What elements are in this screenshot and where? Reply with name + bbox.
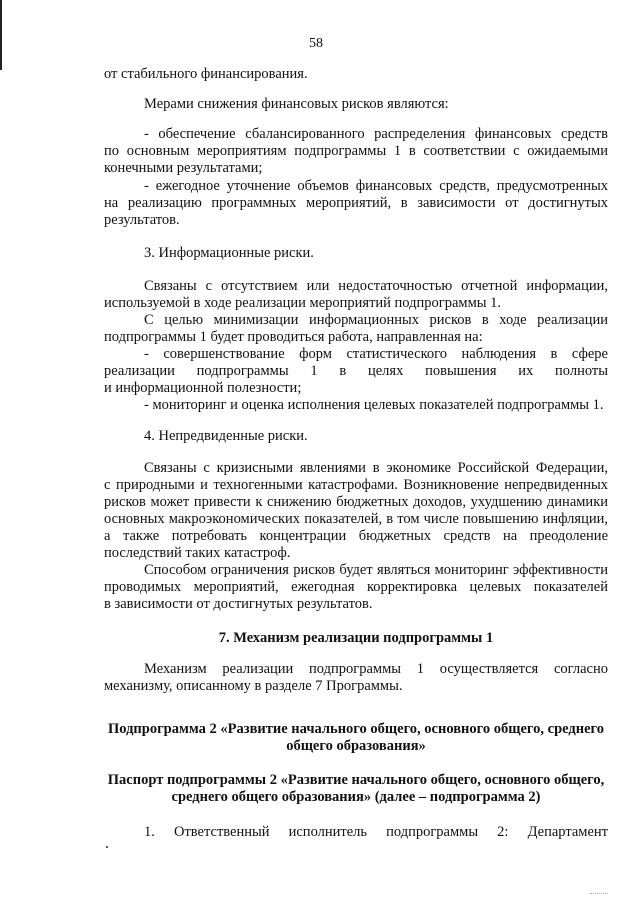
scan-mark bbox=[590, 893, 608, 895]
line-p5-2: используемой в ходе реализации мероприятий подпрограммы 1. bbox=[104, 295, 502, 311]
subprogram-2-title-1: Подпрограмма 2 «Развитие начального общего, основного общего, среднего bbox=[107, 721, 605, 737]
line-p7-2: реализации подпрограммы 1 в целях повышения их полноты bbox=[104, 363, 608, 379]
scan-edge bbox=[0, 0, 2, 70]
line-p9-6: последствий таких катастроф. bbox=[104, 545, 291, 561]
heading-7: 7. Механизм реализации подпрограммы 1 bbox=[218, 630, 494, 646]
line-p8: - мониторинг и оценка исполнения целевых показателей подпрограммы 1. bbox=[144, 397, 604, 413]
line-p4-1: - ежегодное уточнение объемов финансовых средств, предусмотренных bbox=[144, 178, 608, 194]
line-p5-1: Связаны с отсутствием или недостаточностью отчетной информации, bbox=[144, 278, 608, 294]
scan-speck bbox=[106, 846, 108, 848]
line-p3-3: конечными результатами; bbox=[104, 160, 263, 176]
line-p10-3: в зависимости от достигнутых результатов. bbox=[104, 596, 373, 612]
line-p11-2: механизму, описанному в разделе 7 Программы. bbox=[104, 678, 403, 694]
passport-title-2: среднего общего образования» (далее – подпрограмма 2) bbox=[171, 789, 541, 805]
line-p3-1: - обеспечение сбалансированного распределения финансовых средств bbox=[144, 126, 608, 142]
line-p6-2: подпрограммы 1 будет проводиться работа, направленная на: bbox=[104, 329, 483, 345]
line-p4-3: результатов. bbox=[104, 212, 180, 228]
line-p9-3: рисков может привести к снижению бюджетных доходов, ухудшению динамики bbox=[104, 494, 608, 510]
line-p9-2: с природными и техногенными катастрофами. Возникновение непредвиденных bbox=[104, 477, 608, 493]
line-p6-1: С целью минимизации информационных рисков в ходе реализации bbox=[144, 312, 608, 328]
line-p7-1: - совершенствование форм статистического наблюдения в сфере bbox=[144, 346, 608, 362]
heading-3: 3. Информационные риски. bbox=[144, 245, 314, 261]
line-p4-2: на реализацию программных мероприятий, в зависимости от достигнутых bbox=[104, 195, 608, 211]
page-number: 58 bbox=[309, 36, 323, 51]
line-p2: Мерами снижения финансовых рисков являются: bbox=[144, 96, 449, 112]
passport-title-1: Паспорт подпрограммы 2 «Развитие начального общего, основного общего, bbox=[107, 772, 605, 788]
line-p9-4: основных макроэкономических показателей, в том числе повышению инфляции, bbox=[104, 511, 608, 527]
line-p7-3: и информационной полезности; bbox=[104, 380, 302, 396]
line-p3-2: по основным мероприятиям подпрограммы 1 в соответствии с ожидаемыми bbox=[104, 143, 608, 159]
line-p12: 1. Ответственный исполнитель подпрограммы 2: Департамент bbox=[144, 824, 608, 840]
heading-4: 4. Непредвиденные риски. bbox=[144, 428, 308, 444]
line-p9-1: Связаны с кризисными явлениями в экономике Российской Федерации, bbox=[144, 460, 608, 476]
line-p10-1: Способом ограничения рисков будет являться мониторинг эффективности bbox=[144, 562, 608, 578]
line-p11-1: Механизм реализации подпрограммы 1 осуществляется согласно bbox=[144, 661, 608, 677]
line-p9-5: а также потребовать концентрации бюджетных средств на преодоление bbox=[104, 528, 608, 544]
line-p1: от стабильного финансирования. bbox=[104, 66, 308, 82]
subprogram-2-title-2: общего образования» bbox=[286, 738, 426, 754]
line-p10-2: проводимых мероприятий, ежегодная корректировка целевых показателей bbox=[104, 579, 608, 595]
